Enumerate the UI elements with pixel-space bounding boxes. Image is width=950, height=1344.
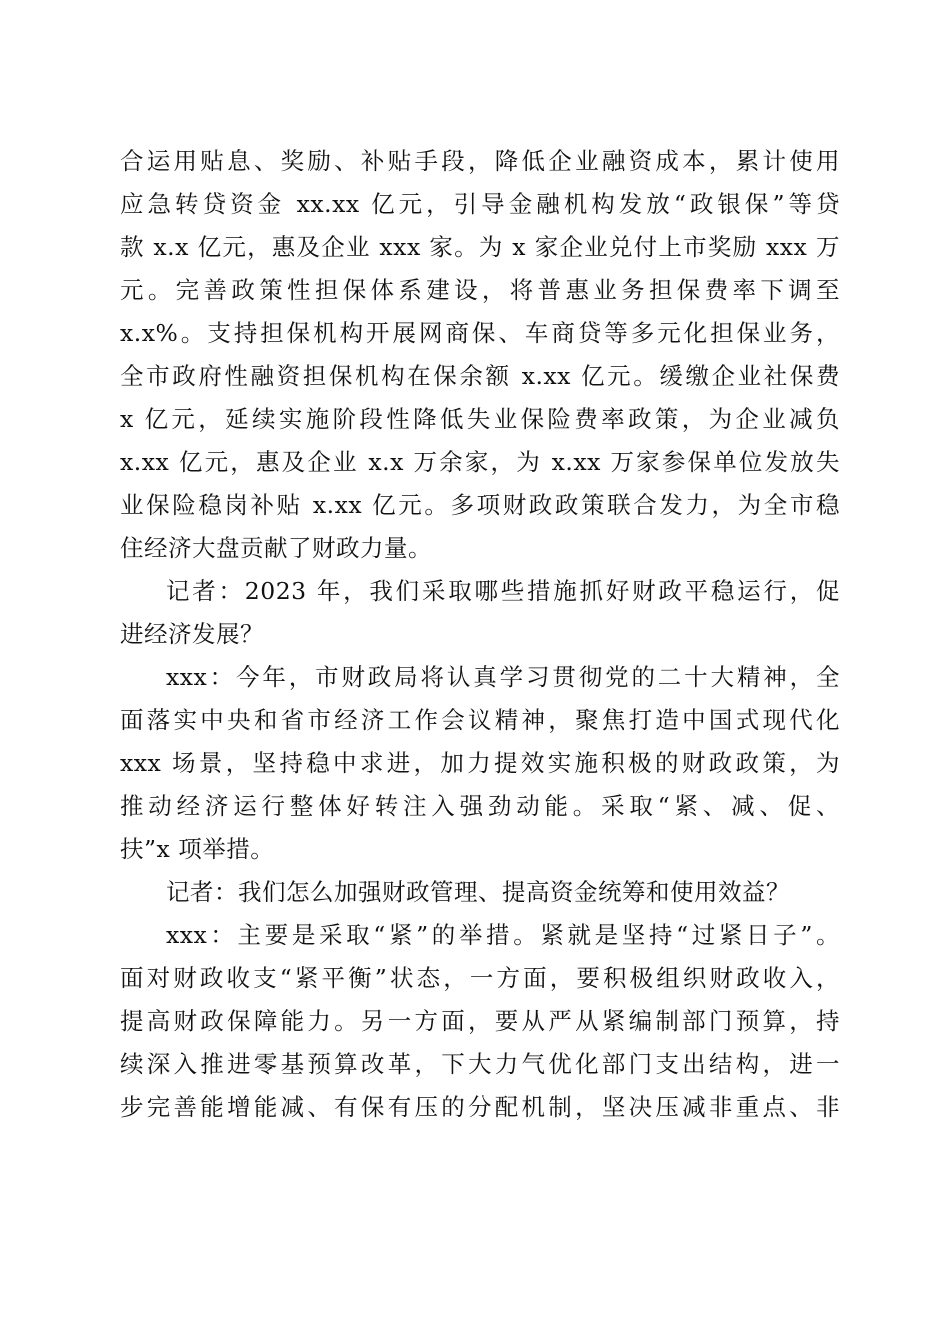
text-line: 扶”x 项举措。 — [120, 835, 275, 863]
text-line: 提高财政保障能力。另一方面，要从严从紧编制部门预算，持 — [120, 1007, 840, 1035]
text-line: 进经济发展？ — [120, 620, 264, 648]
text-line: x.xx 亿元，惠及企业 x.x 万余家，为 x.xx 万家参保单位发放失 — [120, 448, 840, 476]
answer-line: xxx：今年，市财政局将认真学习贯彻党的二十大精神，全 — [166, 663, 840, 691]
text-line: 面落实中央和省市经济工作会议精神，聚焦打造中国式现代化 — [120, 706, 840, 734]
text-line: 步完善能增能减、有保有压的分配机制，坚决压减非重点、非 — [120, 1093, 840, 1121]
text-line: 全市政府性融资担保机构在保余额 x.xx 亿元。缓缴企业社保费 — [120, 362, 840, 390]
text-line: 续深入推进零基预算改革，下大力气优化部门支出结构，进一 — [120, 1050, 840, 1078]
document-body — [120, 140, 840, 1129]
text-line: x 亿元，延续实施阶段性降低失业保险费率政策，为企业减负 — [120, 405, 840, 433]
reporter-question-line: 记者：我们怎么加强财政管理、提高资金统筹和使用效益？ — [166, 878, 790, 906]
text-line: 推动经济运行整体好转注入强劲动能。采取“紧、减、促、 — [120, 792, 840, 820]
text-line: 面对财政收支“紧平衡”状态，一方面，要积极组织财政收入， — [120, 964, 840, 992]
text-line: xxx 场景，坚持稳中求进，加力提效实施积极的财政政策，为 — [120, 749, 840, 777]
text-line: 款 x.x 亿元，惠及企业 xxx 家。为 x 家企业兑付上市奖励 xxx 万 — [120, 233, 840, 261]
text-line: 元。完善政策性担保体系建设，将普惠业务担保费率下调至 — [120, 276, 840, 304]
text-line: 合运用贴息、奖励、补贴手段，降低企业融资成本，累计使用 — [120, 147, 840, 175]
text-line: 住经济大盘贡献了财政力量。 — [120, 534, 432, 562]
answer-line: xxx：主要是采取“紧”的举措。紧就是坚持“过紧日子”。 — [166, 921, 840, 949]
reporter-question-line: 记者：2023 年，我们采取哪些措施抓好财政平稳运行，促 — [166, 577, 840, 605]
text-line: 业保险稳岗补贴 x.xx 亿元。多项财政政策联合发力，为全市稳 — [120, 491, 840, 519]
text-line: x.x%。支持担保机构开展网商保、车商贷等多元化担保业务， — [120, 319, 840, 347]
text-line: 应急转贷资金 xx.xx 亿元，引导金融机构发放“政银保”等贷 — [120, 190, 840, 218]
